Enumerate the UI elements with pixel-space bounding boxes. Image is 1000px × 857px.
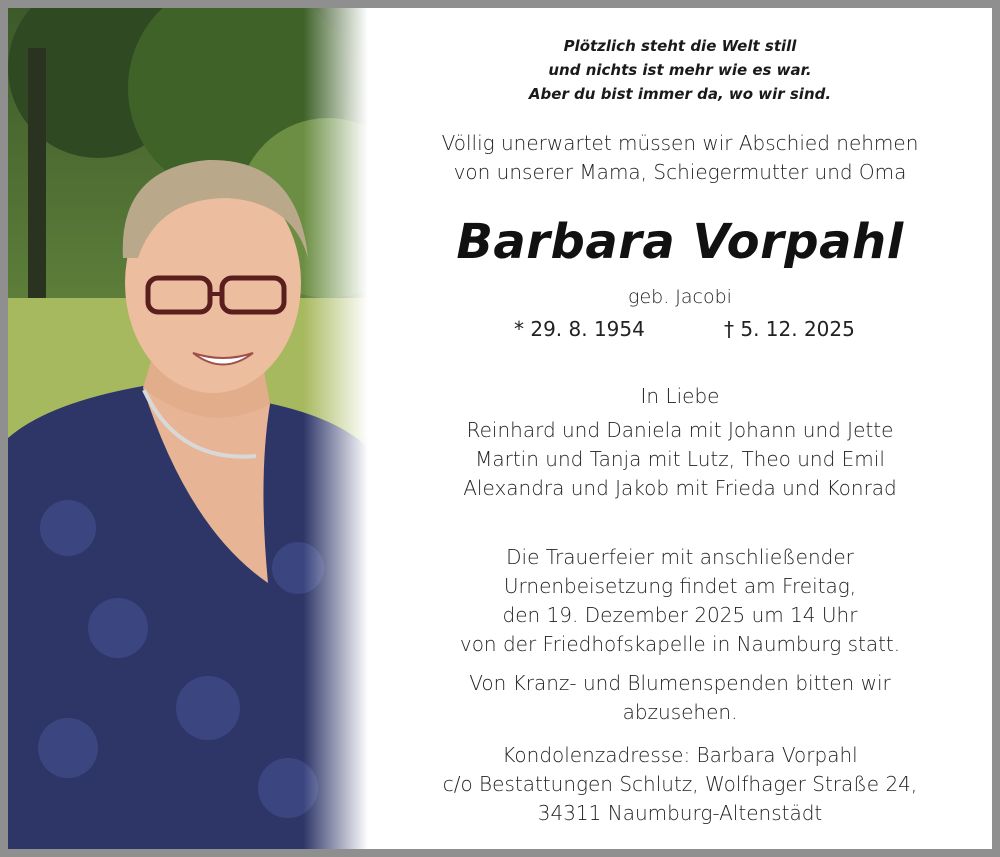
birth-date: * 29. 8. 1954 (514, 317, 645, 341)
poem-line-2: und nichts ist mehr wie es war. (548, 61, 812, 79)
life-dates (368, 314, 992, 344)
address-line-2: c/o Bestattungen Schlutz, Wolfhager Straße 24, (442, 772, 918, 796)
flowers-line-2: abzusehen. (622, 700, 738, 724)
obituary-text (368, 8, 992, 849)
portrait-photo (8, 8, 368, 849)
flowers-line-1: Von Kranz- und Blumenspenden bitten wir (469, 671, 891, 695)
address-line-3: 34311 Naumburg-Altenstädt (537, 801, 823, 825)
mourner-line-1: Reinhard und Daniela mit Johann und Jette (466, 418, 894, 442)
intro-line-2: von unserer Mama, Schiegermutter und Oma (453, 160, 907, 184)
deceased-name: Barbara Vorpahl (456, 214, 904, 270)
intro-line-1: Völlig unerwartet müssen wir Abschied nehmen (441, 131, 919, 155)
address-line-1: Kondolenzadresse: Barbara Vorpahl (502, 743, 858, 767)
death-date: † 5. 12. 2025 (724, 317, 855, 341)
obituary-card (8, 8, 992, 849)
poem-line-3: Aber du bist immer da, wo wir sind. (528, 85, 832, 103)
ceremony-line-3: den 19. Dezember 2025 um 14 Uhr (502, 603, 858, 627)
ceremony-line-4: von der Friedhofskapelle in Naumburg statt. (459, 632, 901, 656)
mourners-intro: In Liebe (640, 384, 720, 408)
poem-line-1: Plötzlich steht die Welt still (563, 37, 797, 55)
mourner-line-3: Alexandra und Jakob mit Frieda und Konrad (463, 476, 897, 500)
ceremony-line-1: Die Trauerfeier mit anschließender (506, 545, 854, 569)
birth-name: geb. Jacobi (628, 286, 732, 308)
ceremony-line-2: Urnenbeisetzung findet am Freitag, (503, 574, 857, 598)
mourner-line-2: Martin und Tanja mit Lutz, Theo und Emil (475, 447, 885, 471)
